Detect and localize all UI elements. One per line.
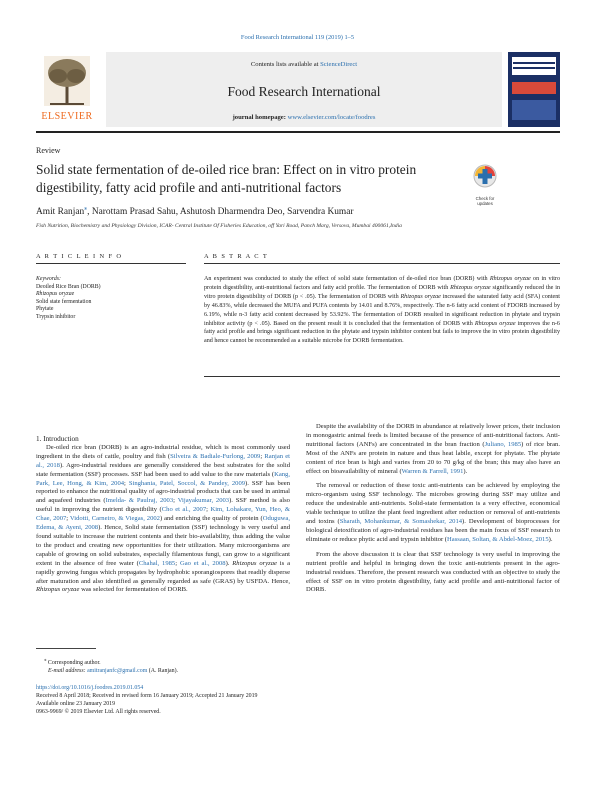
article-type: Review <box>36 146 61 155</box>
citation-link[interactable]: Ranjan et al., 2018 <box>36 452 291 469</box>
citation-link[interactable]: Oduguwa, Edema, & Ayeni, 2008 <box>36 515 290 532</box>
body-right-column <box>306 423 560 595</box>
crossmark-label: Check for updates <box>475 196 495 206</box>
journal-cover-image <box>508 52 560 127</box>
affiliation: Fish Nutrition, Biochemistry and Physiology Division, ICAR- Central Institute Of Fisheries Education, off Yari Road, Panch Marg, Versova, Mumbai 400061,India <box>36 223 402 229</box>
citation-link[interactable]: Warren & Farrell, 1991 <box>401 467 464 475</box>
citation-link[interactable]: Singhania, Patel, Soccol, & Pandey, 2009 <box>128 479 246 487</box>
abstract-heading: A B S T R A C T <box>204 253 269 260</box>
abstract-bottom-rule <box>204 376 560 377</box>
citation-link[interactable]: Chahal, 1985 <box>138 559 176 567</box>
abstract-rule <box>204 263 560 264</box>
citation-link[interactable]: Gao et al., 2008 <box>179 559 226 567</box>
available-online: Available online 23 January 2019 <box>36 701 116 708</box>
keyword-item: Solid state fermentation <box>36 298 92 305</box>
email-note: E-mail address: amitranjanfc@gmail.com (A. Ranjan). <box>48 667 179 674</box>
crossmark-icon <box>472 163 498 191</box>
citation-link[interactable]: Imelda- & Paulraj, 2003 <box>105 497 174 505</box>
citation-link[interactable]: Vidotti, Carneiro, & Viegas, 2002 <box>69 515 160 523</box>
article-metadata <box>36 684 258 716</box>
citation-link[interactable]: Kim, Lohakare, Yun, Heo, & Chae, 2007 <box>36 506 290 523</box>
paragraph: The removal or reduction of these toxic anti-nutrients can be achieved by employing the micro-organism using SSF technology. The microbes growing during SSF may utilize and reduce the undesirable anti-nutrients. Solid-state fermentation is a very effective, economical viable technique to utilize the plant feed ingredient after reduction or removal of anti-nutrients and toxins (Sharath, Mohankumar, & Somashekar, 2014). Development of bioprocesses for biological detoxification of agro-industrial residues has been the main focus of SSF research to eliminate or reduce phytic acid and trypsin inhibitor (Hassaan, Soltan, & Abdel-Moez, 2015). <box>306 482 560 543</box>
citation-link[interactable]: Hassaan, Soltan, & Abdel-Moez, 2015 <box>447 535 549 543</box>
article-title: Solid state fermentation of de-oiled rice bran: Effect on in vitro protein digestibility, fatty acid profile and anti-nutritional factors <box>36 162 417 195</box>
footnote-rule <box>36 648 96 649</box>
elsevier-logo <box>36 52 98 127</box>
homepage-link[interactable]: www.elsevier.com/locate/foodres <box>287 114 376 121</box>
abstract-text: An experiment was conducted to study the effect of solid state fermentation of de-oiled rice bran (DORB) with Rhizopus oryzae on in vitro protein digestibility, anti-nutritional factors and fatty acid profile. The fermentation of DORB with Rhizopus oryzae significantly reduced the in vitro protein digestibility of DORB (p < .05). The fermentation of DORB with Rhizopus oryzae increased the saturated fatty acid (SFA) content by 46.83%, while decreased the MUFA and PUFA contents by 14.01 and 8.76%, respectively. The n-6 fatty acid content of FDORB increased by 6.19%, while n-3 fatty acid content decreased by 53.92%. The fermentation of DORB resulted in significant reduction in phytate and trypsin inhibitor activity (p < .05). Based on the present result it is concluded that the fermentation of DORB with Rhizopus oryzae improves the n-6 fatty acid profile and brings significant reduction in the phytate and trypsin inhibitor content but fails to improve the in vitro protein digestibility and hence cannot be recommended as a suitable microbe for DORB fermentation. <box>204 276 560 345</box>
crossmark-badge[interactable] <box>472 163 498 206</box>
cover-title-area <box>512 57 556 75</box>
citation-link[interactable]: Sharath, Mohankumar, & Somashekar, 2014 <box>339 518 463 526</box>
header-rule <box>36 131 560 133</box>
sciencedirect-link[interactable]: ScienceDirect <box>320 61 358 68</box>
doi-link[interactable]: https://doi.org/10.1016/j.foodres.2019.01.054 <box>36 685 144 691</box>
paragraph: De-oiled rice bran (DORB) is an agro-industrial residue, which is most commonly used ingredient in the diets of cattle, poultry and fish (Silveira & Badiale-Furlong, 2009; Ranjan et al., 2018). Agro-industrial residues are generally considered the best substrates for the solid state fermentation (SSF) processes. SSF had been used to add value to the raw materials (Kang, Park, Lee, Hong, & Kim, 2004; Singhania, Patel, Soccol, & Pandey, 2009). SSF has been reported to enhance the nutritional quality of agro-industrial products that can be used in animal and aquafeed industries (Imelda- & Paulraj, 2003; Vijayakumar, 2003). SSF method is also useful in improving the nutrient digestibility (Cho et al., 2007; Kim, Lohakare, Yun, Heo, & Chae, 2007; Vidotti, Carneiro, & Viegas, 2002) and enriching the quality of protein (Oduguwa, Edema, & Ayeni, 2008). Hence, Solid state fermentation (SSF) technology is very useful and found suitable to increase the nutrient contents and their bio-availability, thus adding the value to the product and creating new opportunities for their utilization. Many microorganisms are capable of growing on solid substrates, especially filamentous fungi, can grow to a significant extent in the absence of free water (Chahal, 1985; Gao et al., 2008). Rhizopus oryzae is a rapidly growing fungus which propagates by hydrophobic sporangiospores that readily disperse after maturation and also identified as generally regarded as safe (GRAS) by USFDA. Hence, Rhizopus oryzae was selected for fermentation of DORB. <box>36 443 291 594</box>
keyword-item: Trypsin inhibitor <box>36 313 76 320</box>
running-header[interactable]: Food Research International 119 (2019) 1–5 <box>240 34 355 41</box>
citation-link[interactable]: Cho et al., 2007 <box>161 506 207 514</box>
citation-link[interactable]: Vijayakumar, 2003 <box>177 497 230 505</box>
paragraph: Despite the availability of the DORB in abundance at relatively lower prices, their inclusion in monogastric animal feeds is limited because of the presence of anti-nutritional factors. Anti-nutritional factors (ANFs) are concentrated in the bran fraction (Juliano, 1985) of rice bran. Most of the ANFs are protein in nature and thus heat labile, except for phytate. The phytate content of rice bran is high and varies from 20 to 70 g/kg of the bran; this may also have an effect on bioavailability of mineral (Warren & Farrell, 1991). <box>306 423 560 475</box>
corresponding-mark[interactable]: ⁎ <box>84 206 88 212</box>
journal-banner <box>106 52 502 127</box>
author-list: Amit Ranjan⁎, Narottam Prasad Sahu, Ashutosh Dharmendra Deo, Sarvendra Kumar <box>36 206 354 218</box>
keyword-item: Rhizopus oryzae <box>36 291 75 297</box>
article-info-heading: A R T I C L E I N F O <box>36 253 123 260</box>
article-info-rule <box>36 263 186 264</box>
footnote <box>44 657 178 675</box>
keywords-block <box>36 276 186 321</box>
citation-link[interactable]: Kang, Park, Lee, Hong, & Kim, 2004 <box>36 470 290 487</box>
journal-title: Food Research International <box>227 84 381 99</box>
copyright: 0963-9969/ © 2019 Elsevier Ltd. All rights reserved. <box>36 709 161 716</box>
contents-line: Contents lists available at ScienceDirect <box>250 61 358 68</box>
received-dates: Received 8 April 2018; Received in revised form 16 January 2019; Accepted 21 January 2019 <box>36 693 258 700</box>
keywords-label: Keywords: <box>36 276 61 282</box>
journal-masthead <box>36 52 560 128</box>
elsevier-tree-icon <box>44 56 90 106</box>
paragraph: From the above discussion it is clear that SSF technology is very useful in improving the nutrient profile and helpful in bringing down the toxic anti-nutrients present in the agro-industrial residues. Therefore, the present research was conducted with an objective to study the effect of SSF on in vitro protein digestibility, fatty acid profile and anti-nutritional factor of DORB. <box>306 550 560 594</box>
body-left-column <box>36 435 290 595</box>
email-link[interactable]: amitranjanfc@gmail.com <box>87 667 148 674</box>
keyword-item: Deoiled Rice Bran (DORB) <box>36 283 101 290</box>
section-heading-introduction: 1. Introduction <box>36 435 79 443</box>
corresponding-author-note: ⁎ Corresponding author. <box>44 658 101 666</box>
keyword-item: Phytate <box>36 306 54 312</box>
journal-homepage: journal homepage: www.elsevier.com/locate/foodres <box>232 114 376 121</box>
citation-link[interactable]: Juliano, 1985 <box>484 440 522 448</box>
publisher-name: ELSEVIER <box>41 111 93 122</box>
citation-link[interactable]: Silveira & Badiale-Furlong, 2009 <box>170 452 261 460</box>
